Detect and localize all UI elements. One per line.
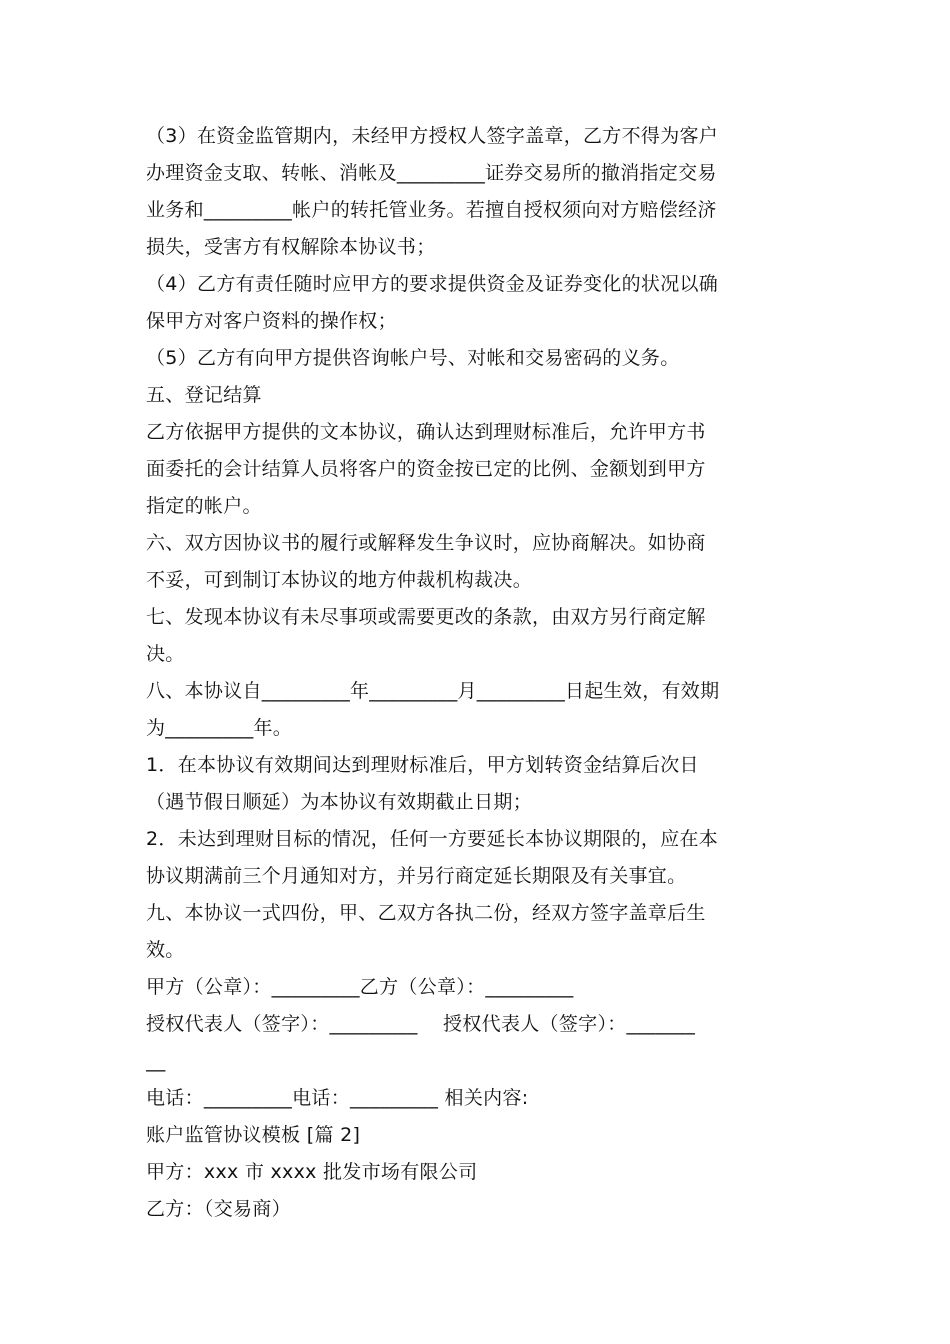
text-line: 办理资金支取、转帐、消帐及_________证券交易所的撤消指定交易 — [146, 162, 717, 184]
document-body — [146, 118, 812, 1228]
text-line: 九、本协议一式四份，甲、乙双方各执二份，经双方签字盖章后生 — [146, 902, 706, 924]
text-line: （5）乙方有向甲方提供咨询帐户号、对帐和交易密码的义务。 — [146, 347, 680, 369]
text-line: 面委托的会计结算人员将客户的资金按已定的比例、金额划到甲方 — [146, 458, 706, 480]
text-line: 损失，受害方有权解除本协议书； — [146, 236, 436, 258]
text-line: 七、发现本协议有未尽事项或需要更改的条款，由双方另行商定解 — [146, 606, 706, 628]
text-line: （3）在资金监管期内，未经甲方授权人签字盖章，乙方不得为客户 — [146, 125, 719, 147]
text-line: 六、双方因协议书的履行或解释发生争议时，应协商解决。如协商 — [146, 532, 706, 554]
text-line: 决。 — [146, 643, 185, 665]
text-line: 八、本协议自_________年_________月_________日起生效，有效期 — [146, 680, 720, 702]
party-a-line: 甲方：xxx 市 xxxx 批发市场有限公司 — [146, 1161, 478, 1183]
text-line: （4）乙方有责任随时应甲方的要求提供资金及证券变化的状况以确 — [146, 273, 719, 295]
text-line: 不妥，可到制订本协议的地方仲裁机构裁决。 — [146, 569, 533, 591]
text-line: 乙方依据甲方提供的文本协议，确认达到理财标准后，允许甲方书 — [146, 421, 706, 443]
section-heading: 五、登记结算 — [146, 384, 262, 406]
text-line: 协议期满前三个月通知对方，并另行商定延长期限及有关事宜。 — [146, 865, 687, 887]
text-line: 效。 — [146, 939, 185, 961]
signature-line: 甲方（公章）：_________乙方（公章）：_________ — [146, 976, 574, 998]
party-b-line: 乙方：（交易商） — [146, 1198, 291, 1220]
phone-line: 电话：_________电话：_________ 相关内容: — [146, 1087, 529, 1109]
text-line: 保甲方对客户资料的操作权； — [146, 310, 397, 332]
text-line: 为_________年。 — [146, 717, 293, 739]
text-line: 业务和_________帐户的转托管业务。若擅自授权须向对方赔偿经济 — [146, 199, 717, 221]
text-line: 2．未达到理财目标的情况，任何一方要延长本协议期限的，应在本 — [146, 828, 719, 850]
signature-line: 授权代表人（签字）：_________ 授权代表人（签字）：_______ — [146, 1013, 696, 1035]
signature-line: __ — [146, 1050, 166, 1072]
text-line: 指定的帐户。 — [146, 495, 262, 517]
text-line: （遇节假日顺延）为本协议有效期截止日期； — [146, 791, 533, 813]
text-line: 1．在本协议有效期间达到理财标准后，甲方划转资金结算后次日 — [146, 754, 699, 776]
section-title: 账户监管协议模板 [篇 2] — [146, 1124, 361, 1146]
